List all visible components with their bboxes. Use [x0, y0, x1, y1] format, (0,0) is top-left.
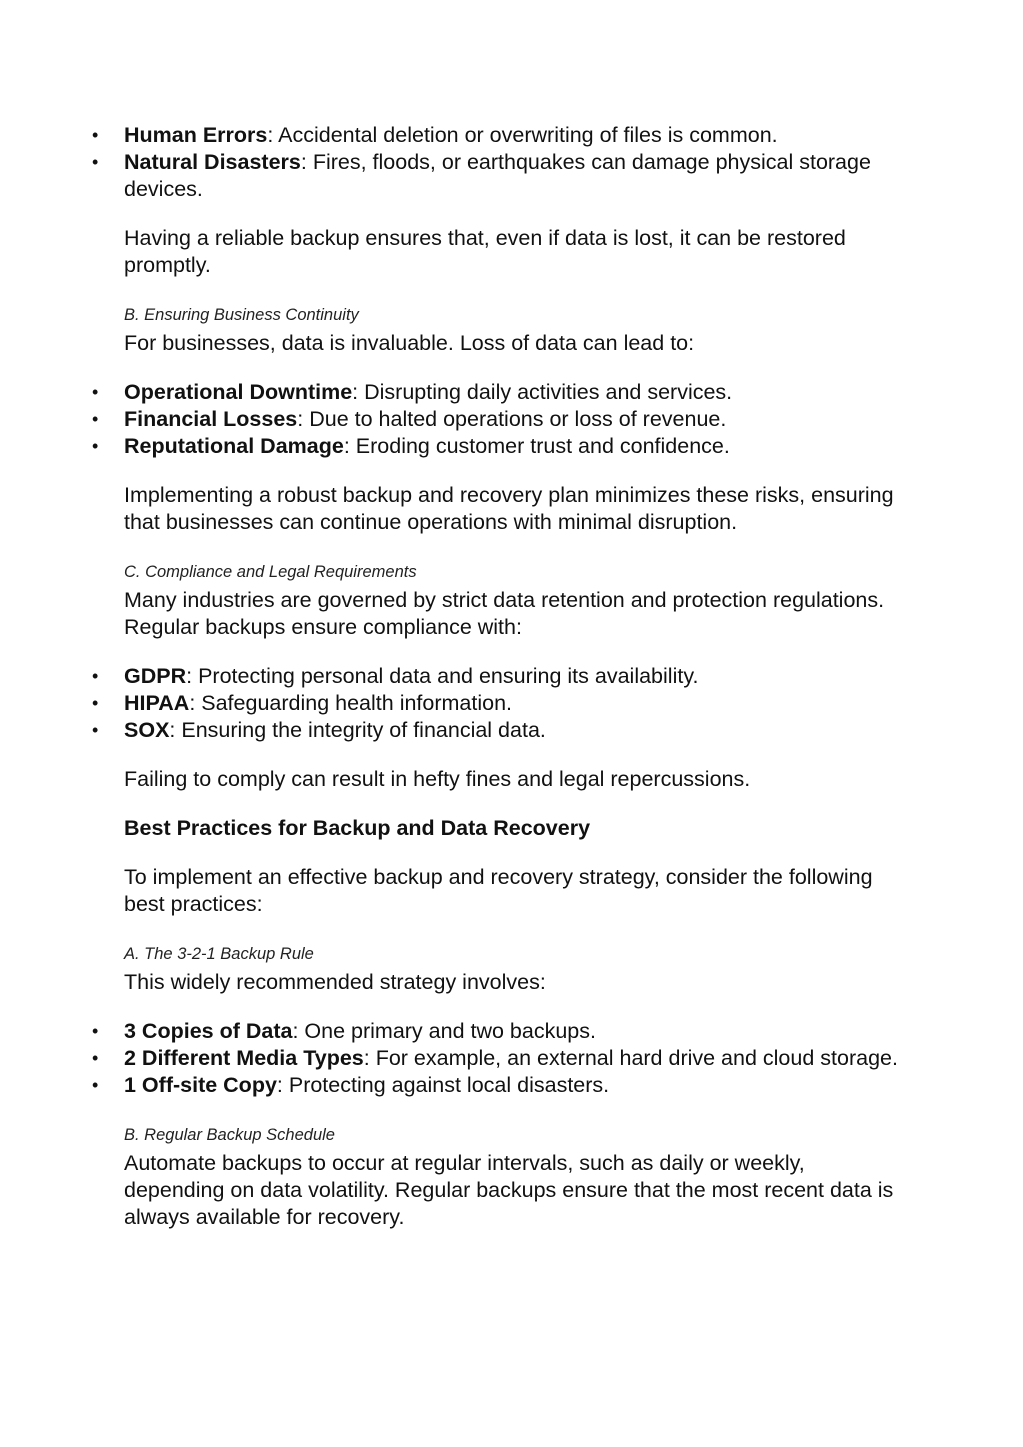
list-item-term: 1 Off-site Copy — [124, 1073, 277, 1097]
paragraph: This widely recommended strategy involves: — [124, 970, 546, 994]
list-item — [124, 1045, 904, 1072]
paragraph: For businesses, data is invaluable. Loss of data can lead to: — [124, 331, 695, 355]
list-item-text: : Disrupting daily activities and services. — [352, 380, 733, 404]
section-heading: Best Practices for Backup and Data Recovery — [124, 816, 591, 840]
list-item-text: : One primary and two backups. — [292, 1019, 596, 1043]
list-item-term: 3 Copies of Data — [124, 1019, 293, 1043]
list-item — [124, 690, 904, 717]
list-item-term: Operational Downtime — [124, 380, 353, 404]
data-loss-causes-list — [124, 122, 904, 203]
paragraph: To implement an effective backup and recovery strategy, consider the following best practices: — [124, 865, 873, 916]
list-item — [124, 406, 904, 433]
list-item-text: : Ensuring the integrity of financial data. — [169, 718, 546, 742]
business-continuity-list — [124, 379, 904, 460]
subsection-heading: C. Compliance and Legal Requirements — [124, 563, 417, 581]
compliance-list — [124, 663, 904, 744]
backup-rule-list — [124, 1018, 904, 1099]
subsection-heading: B. Ensuring Business Continuity — [124, 306, 359, 324]
list-item-term: Financial Losses — [124, 407, 298, 431]
document-content — [124, 122, 904, 1231]
list-item — [124, 663, 904, 690]
list-item — [124, 1072, 904, 1099]
list-item-text: : Due to halted operations or loss of revenue. — [297, 407, 727, 431]
paragraph: Having a reliable backup ensures that, even if data is lost, it can be restored promptly. — [124, 226, 846, 277]
list-item-text: : Protecting against local disasters. — [276, 1073, 610, 1097]
subsection-heading: B. Regular Backup Schedule — [124, 1126, 335, 1144]
list-item — [124, 379, 904, 406]
list-item-term: GDPR — [124, 664, 187, 688]
list-item-term: 2 Different Media Types — [124, 1046, 364, 1070]
list-item-term: Natural Disasters — [124, 150, 301, 174]
paragraph: Failing to comply can result in hefty fines and legal repercussions. — [124, 767, 751, 791]
list-item-text: : Accidental deletion or overwriting of files is common. — [267, 123, 778, 147]
list-item-text: : Fires, floods, or earthquakes can damage physical storage devices. — [124, 150, 871, 201]
list-item — [124, 122, 904, 149]
list-item-text: : Safeguarding health information. — [189, 691, 513, 715]
list-item — [124, 1018, 904, 1045]
paragraph: Automate backups to occur at regular intervals, such as daily or weekly, depending on data volatility. Regular backups ensure that the most recent data is always available for recovery. — [124, 1151, 894, 1229]
paragraph: Many industries are governed by strict data retention and protection regulations. Regular backups ensure compliance with: — [124, 588, 885, 639]
list-item-text: : Eroding customer trust and confidence. — [343, 434, 730, 458]
paragraph: Implementing a robust backup and recovery plan minimizes these risks, ensuring that businesses can continue operations with minimal disruption. — [124, 483, 894, 534]
list-item — [124, 433, 904, 460]
list-item — [124, 717, 904, 744]
list-item — [124, 149, 904, 203]
list-item-text: : For example, an external hard drive and cloud storage. — [363, 1046, 898, 1070]
list-item-term: Human Errors — [124, 123, 268, 147]
list-item-text: : Protecting personal data and ensuring its availability. — [186, 664, 699, 688]
list-item-term: Reputational Damage — [124, 434, 344, 458]
list-item-term: SOX — [124, 718, 170, 742]
list-item-term: HIPAA — [124, 691, 190, 715]
subsection-heading: A. The 3-2-1 Backup Rule — [124, 945, 314, 963]
